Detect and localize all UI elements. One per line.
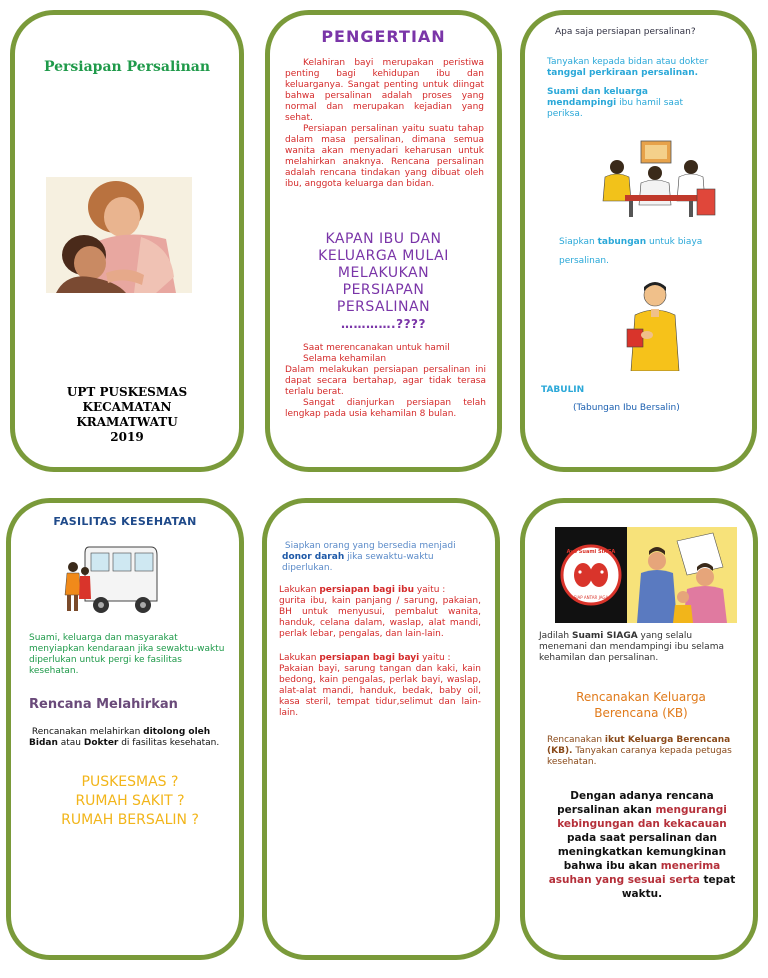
preparation-item-2 — [547, 87, 717, 120]
mother-text-b: yaitu : — [413, 585, 446, 595]
item-2-bold: Suami dan keluarga mendampingi — [547, 87, 648, 108]
siaga-logo — [555, 527, 627, 623]
kb-text — [547, 735, 737, 768]
preparation-item-3 — [559, 233, 739, 271]
kb-heading: Rencanakan Keluarga Berencana (KB) — [576, 690, 706, 720]
timing-question — [280, 231, 487, 333]
brochure-title: Persiapan Persalinan — [43, 59, 211, 75]
question-line-3: MELAKUKAN — [337, 265, 430, 281]
mother-list: gurita ibu, kain panjang / sarung, pakaian, BH untuk menyusui, pembalut wanita, handuk, celana dalam, waslap, alat mandi, perlak lebar, pengalas, dan lain-lain. — [279, 596, 481, 639]
kb-bold: ikut Keluarga Berencana (KB). — [547, 735, 731, 756]
plan-bold-1: ditolong oleh Bidan — [29, 727, 211, 748]
option-puskesmas: PUSKESMAS ? — [81, 774, 179, 790]
closing-part-5: tepat waktu. — [621, 874, 736, 900]
question-line-1: KAPAN IBU DAN — [325, 231, 442, 247]
couple-photo-icon — [46, 177, 192, 293]
item-1-text: Tanyakan kepada bidan atau dokter — [547, 57, 709, 67]
question-line-6: ………….???? — [341, 317, 426, 331]
closing-part-1: Dengan adanya rencana persalinan akan — [557, 790, 714, 816]
baby-supplies — [279, 653, 481, 719]
cover-panel — [10, 10, 244, 472]
answer-2: Selama kehamilan — [303, 354, 387, 364]
facility-options — [11, 773, 244, 830]
definition-panel — [265, 10, 502, 472]
item-3-text-a: Siapkan — [559, 237, 598, 247]
logo-text: Ayo Suami SIAGA — [566, 549, 616, 555]
item-1-bold: tanggal perkiraan persalinan. — [547, 68, 699, 78]
logo-subtext: SIAP ANTAR JAGA — [573, 595, 609, 600]
item-2-text: ibu hamil saat periksa. — [547, 98, 683, 119]
definition-heading: PENGERTIAN — [321, 27, 446, 46]
org-line-3: KRAMATWATU — [76, 415, 178, 429]
org-year: 2019 — [110, 430, 144, 444]
answer-3: Dalam melakukan persiapan persalinan ini dapat secara bertahap, agar tidak terasa terlalu berat. — [285, 365, 486, 397]
org-line-1: UPT PUSKESMAS — [66, 385, 188, 399]
plan-text-b: atau — [57, 738, 84, 748]
plan-text — [29, 727, 229, 749]
donor-text-b: jika sewaktu-waktu diperlukan. — [282, 552, 434, 573]
item-3-text-b: untuk biaya persalinan. — [559, 237, 703, 266]
baby-text-a: Lakukan — [279, 653, 320, 663]
definition-para-1: Kelahiran bayi merupakan peristiwa penting bagi kehidupan ibu dan keluarganya. Sangat penting untuk diingat bahwa persalinan adalah proses yang normal dan merupakan kejadian yang sehat. — [285, 58, 484, 123]
preparation-heading: Apa saja persiapan persalinan? — [555, 27, 696, 37]
question-line-5: PERSALINAN — [336, 299, 431, 315]
plan-bold-2: Dokter — [83, 738, 119, 748]
question-line-2: KELUARGA MULAI — [318, 248, 449, 264]
closing-text — [545, 789, 739, 901]
plan-text-a: Rencanakan melahirkan — [31, 727, 144, 737]
item-3-bold: tabungan — [597, 237, 647, 247]
siaga-text — [539, 631, 739, 664]
org-block — [15, 385, 239, 445]
org-line-2: KECAMATAN — [82, 400, 172, 414]
closing-part-4: menerima asuhan yang sesuai serta — [548, 860, 721, 886]
option-rumah-bersalin: RUMAH BERSALIN ? — [61, 812, 199, 828]
closing-part-3: pada saat persalinan dan meningkatkan kemungkinan bahwa ibu akan — [557, 832, 727, 872]
definition-para-2: Persiapan persalinan yaitu suatu tahap dalam masa persalinan, dimana semua wanita akan menyadari keharusan untuk melahirkan anaknya. Rencana persalinan adalah rencana tindakan yang dibuat oleh ibu, anggota keluarga dan bidan. — [285, 124, 484, 189]
question-line-4: PERSIAPAN — [342, 282, 425, 298]
baby-list: Pakaian bayi, sarung tangan dan kaki, kain bedong, kain pengalas, perlak bayi, waslap, alat-alat mandi, handuk, bedak, baby oil, kasa steril, tempat tidur,selimut dan lain-lain. — [279, 664, 481, 718]
answer-1: Saat merencanakan untuk hamil — [303, 343, 450, 353]
preparation-panel — [520, 10, 757, 472]
plan-text-c: di fasilitas kesehatan. — [118, 738, 220, 748]
consultation-illustration-icon — [595, 139, 719, 219]
mother-bold: persiapan bagi ibu — [319, 585, 414, 595]
plan-heading: Rencana Melahirkan — [29, 697, 178, 712]
tabulin-subtitle — [573, 403, 680, 413]
kb-text-b: Tanyakan caranya kepada petugas kesehatan. — [547, 746, 732, 767]
siaga-text-a: Jadilah — [539, 631, 572, 641]
saving-man-illustration-icon — [617, 279, 689, 371]
closing-part-2: mengurangi kebingungan dan kekacauan — [557, 804, 727, 830]
mother-text-a: Lakukan — [279, 585, 320, 595]
baby-bold: persiapan bagi bayi — [319, 653, 420, 663]
husband-panel — [520, 498, 758, 960]
facility-heading: FASILITAS KESEHATAN — [53, 515, 197, 528]
family-illustration-icon — [627, 527, 737, 623]
siaga-text-b: yang selalu menemani dan mendampingi ibu selama kehamilan dan persalinan. — [539, 631, 724, 663]
baby-text-b: yaitu : — [419, 653, 451, 663]
facility-panel — [6, 498, 244, 960]
donor-text — [282, 541, 482, 574]
donor-text-a: Siapkan orang yang bersedia menjadi — [284, 541, 456, 551]
timing-answer — [285, 343, 486, 420]
answer-4: Sangat dianjurkan persiapan telah lengkap pada usia kehamilan 8 bulan. — [285, 398, 486, 419]
vehicle-illustration-icon — [63, 539, 159, 619]
tabulin-label: TABULIN — [541, 385, 585, 395]
definition-text — [285, 58, 484, 190]
mother-supplies — [279, 585, 481, 640]
transport-text: Suami, keluarga dan masyarakat menyiapkan kendaraan jika sewaktu-waktu diperlukan untuk pergi ke fasilitas kesehatan. — [29, 633, 225, 676]
siaga-bold: Suami SIAGA — [571, 631, 638, 641]
supplies-panel — [262, 498, 500, 960]
option-rumah-sakit: RUMAH SAKIT ? — [75, 793, 185, 809]
tabulin-subtitle-text: (Tabungan Ibu Bersalin) — [573, 403, 680, 413]
donor-bold: donor darah — [282, 552, 345, 562]
preparation-item-1 — [547, 57, 735, 79]
kb-text-a: Rencanakan — [547, 735, 605, 745]
